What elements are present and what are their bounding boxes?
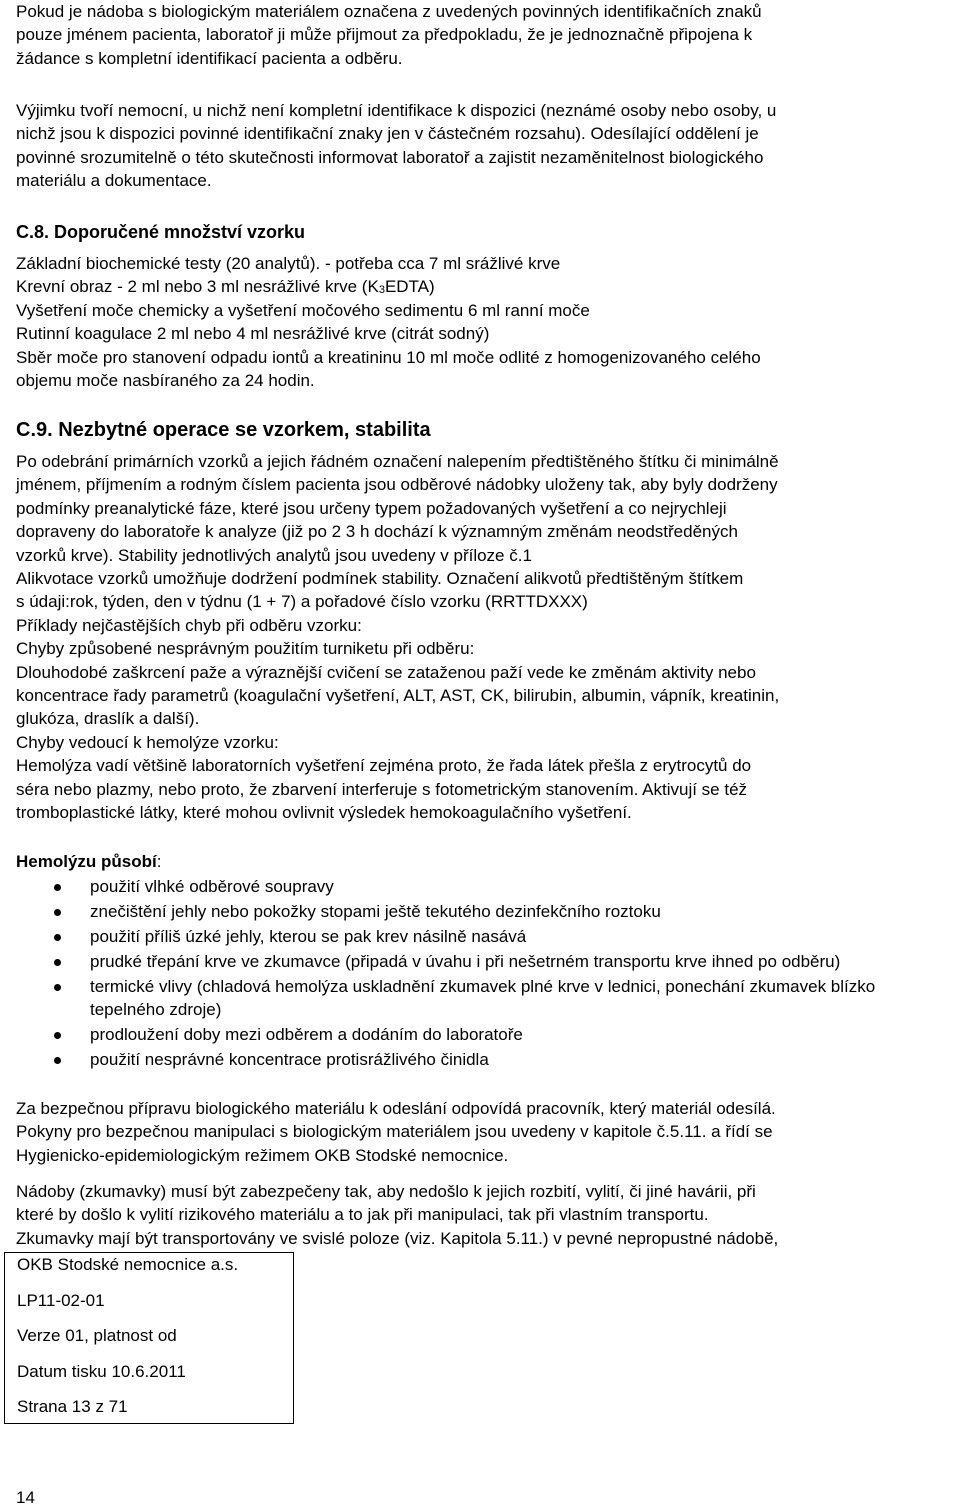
text-line: glukóza, draslík a další). bbox=[16, 709, 200, 729]
hemolysis-heading bbox=[16, 850, 944, 873]
footer-document-code: LP11-02-01 bbox=[17, 1291, 105, 1310]
text-line: jménem, příjmením a rodným číslem pacienta jsou odběrové nádobky uloženy tak, aby byly dodrženy bbox=[16, 475, 778, 495]
text-line: vzorků krve). Stability jednotlivých analytů jsou uvedeny v příloze č.1 bbox=[16, 545, 532, 565]
page-number: 14 bbox=[16, 1488, 35, 1507]
paragraph-identification bbox=[16, 0, 944, 70]
section-c9-body bbox=[16, 450, 944, 825]
hemolysis-causes-list bbox=[16, 875, 944, 1073]
section-heading-c9: C.9. Nezbytné operace se vzorkem, stabilita bbox=[16, 419, 431, 441]
list-item-text: prudké třepání krve ve zkumavce (připadá v úvahu i při nešetrném transportu krve ihned po odběru) bbox=[90, 952, 841, 971]
footer-print-date: Datum tisku 10.6.2011 bbox=[17, 1362, 186, 1381]
footer-version: Verze 01, platnost od bbox=[17, 1326, 177, 1345]
text-line: Příklady nejčastějších chyb při odběru vzorku: bbox=[16, 615, 362, 635]
text-line: Pokud je nádoba s biologickým materiálem označena z uvedených povinných identifikačních znaků bbox=[16, 2, 762, 21]
paragraph-exceptions bbox=[16, 99, 944, 193]
document-footer-box bbox=[4, 1252, 294, 1424]
section-c8-body bbox=[16, 252, 944, 392]
list-item bbox=[16, 900, 944, 923]
list-item-text: použití příliš úzké jehly, kterou se pak krev násilně nasává bbox=[90, 927, 527, 946]
text-line: žádance s kompletní identifikací pacienta a odběru. bbox=[16, 48, 403, 68]
text-line bbox=[16, 275, 944, 298]
text-line: Chyby způsobené nesprávným použitím turniketu při odběru: bbox=[16, 639, 475, 659]
text-line: Sběr moče pro stanovení odpadu iontů a kreatininu 10 ml moče odlité z homogenizovaného celého bbox=[16, 347, 761, 367]
text-fragment: EDTA) bbox=[384, 277, 435, 297]
hemolysis-heading-colon: : bbox=[156, 852, 162, 871]
list-item-text: znečištění jehly nebo pokožky stopami ještě tekutého dezinfekčního roztoku bbox=[90, 902, 661, 921]
footer-page-info: Strana 13 z 71 bbox=[17, 1397, 128, 1416]
list-item bbox=[16, 975, 944, 1022]
text-line: Zkumavky mají být transportovány ve svislé poloze (viz. Kapitola 5.11.) v pevné nepropustné nádobě, bbox=[16, 1228, 779, 1248]
text-line: objemu moče nasbíraného za 24 hodin. bbox=[16, 371, 315, 391]
text-line: Hygienicko-epidemiologickým režimem OKB Stodské nemocnice. bbox=[16, 1145, 509, 1165]
list-item-text: termické vlivy (chladová hemolýza uskladnění zkumavek plné krve v lednici, ponechání zkumavek blízko tepelného zdroje) bbox=[90, 977, 876, 1020]
list-item bbox=[16, 950, 944, 973]
text-line: dopraveny do laboratoře k analyze (již po 2 3 h dochází k významným změnám neodstředěných bbox=[16, 522, 738, 542]
list-item bbox=[16, 1023, 944, 1046]
list-item bbox=[16, 1048, 944, 1071]
bullet-icon bbox=[54, 934, 61, 941]
text-line: Alikvotace vzorků umožňuje dodržení podmínek stability. Označení alikvotů předtištěným štítkem bbox=[16, 569, 744, 589]
paragraph-containers bbox=[16, 1180, 944, 1250]
text-line: které by došlo k vylití rizikového materiálu a to jak při manipulaci, tak při vlastním transportu. bbox=[16, 1205, 709, 1225]
text-line: Vyšetření moče chemicky a vyšetření močového sedimentu 6 ml ranní moče bbox=[16, 300, 590, 320]
list-item-text: použití nesprávné koncentrace protisrážlivého činidla bbox=[90, 1050, 489, 1070]
list-item bbox=[16, 875, 944, 898]
bullet-icon bbox=[54, 959, 61, 966]
hemolysis-heading-text: Hemolýzu působí bbox=[16, 852, 157, 871]
text-line: tromboplastické látky, které mohou ovlivnit výsledek hemokoagulačního vyšetření. bbox=[16, 803, 632, 823]
bullet-icon bbox=[54, 909, 61, 916]
text-line: Nádoby (zkumavky) musí být zabezpečeny tak, aby nedošlo k jejich rozbití, vylití, či jiné havárii, při bbox=[16, 1182, 756, 1201]
section-heading-c8: C.8. Doporučené množství vzorku bbox=[16, 222, 306, 242]
text-line: podmínky preanalytické fáze, které jsou určeny typem požadovaných vyšetření a co nejrychleji bbox=[16, 498, 727, 518]
text-line: Chyby vedoucí k hemolýze vzorku: bbox=[16, 732, 279, 752]
bullet-icon bbox=[54, 1057, 61, 1064]
text-line: Základní biochemické testy (20 analytů). - potřeba cca 7 ml srážlivé krve bbox=[16, 254, 561, 273]
text-line: s údaji:rok, týden, den v týdnu (1 + 7) a pořadové číslo vzorku (RRTTDXXX) bbox=[16, 592, 588, 612]
text-line: Rutinní koagulace 2 ml nebo 4 ml nesrážlivé krve (citrát sodný) bbox=[16, 324, 490, 344]
text-line: pouze jménem pacienta, laboratoř ji může přijmout za předpokladu, že je jednoznačně připojena k bbox=[16, 25, 753, 45]
text-fragment: Krevní obraz - 2 ml nebo 3 ml nesrážlivé krve (K bbox=[16, 277, 379, 297]
text-line: Za bezpečnou přípravu biologického materiálu k odeslání odpovídá pracovník, který materiál odesílá. bbox=[16, 1099, 776, 1118]
text-line: Dlouhodobé zaškrcení paže a výraznější cvičení se zataženou paží vede ke změnám aktivity nebo bbox=[16, 662, 756, 682]
text-line: povinné srozumitelně o této skutečnosti informovat laboratoř a zajistit nezaměnitelnost biologického bbox=[16, 147, 764, 167]
paragraph-responsibility bbox=[16, 1097, 944, 1167]
text-line: nichž jsou k dispozici povinné identifikační znaky jen v částečném rozsahu). Odesílající oddělení je bbox=[16, 124, 759, 144]
text-line: Pokyny pro bezpečnou manipulaci s biologickým materiálem jsou uvedeny v kapitole č.5.11. a řídí se bbox=[16, 1122, 773, 1142]
list-item-text: prodloužení doby mezi odběrem a dodáním do laboratoře bbox=[90, 1025, 523, 1045]
text-line: Výjimku tvoří nemocní, u nichž není kompletní identifikace k dispozici (neznámé osoby nebo osoby, u bbox=[16, 101, 777, 120]
footer-organization: OKB Stodské nemocnice a.s. bbox=[17, 1255, 239, 1274]
bullet-icon bbox=[54, 884, 61, 891]
bullet-icon bbox=[54, 1032, 61, 1039]
list-item bbox=[16, 925, 944, 948]
subscript: 3 bbox=[378, 284, 385, 297]
text-line: koncentrace řady parametrů (koagulační vyšetření, ALT, AST, CK, bilirubin, albumin, vápník, kreatinin, bbox=[16, 686, 780, 706]
text-line: Po odebrání primárních vzorků a jejich řádném označení nalepením předtištěného štítku či minimálně bbox=[16, 452, 779, 471]
list-item-text: použití vlhké odběrové soupravy bbox=[90, 877, 334, 896]
text-line: séra nebo plazmy, nebo proto, že zbarvení interferuje s fotometrickým stanovením. Aktivují se též bbox=[16, 779, 748, 799]
text-line: Hemolýza vadí většině laboratorních vyšetření zejména proto, že řada látek přešla z erytrocytů do bbox=[16, 756, 752, 776]
bullet-icon bbox=[54, 984, 61, 991]
text-line: materiálu a dokumentace. bbox=[16, 171, 212, 191]
